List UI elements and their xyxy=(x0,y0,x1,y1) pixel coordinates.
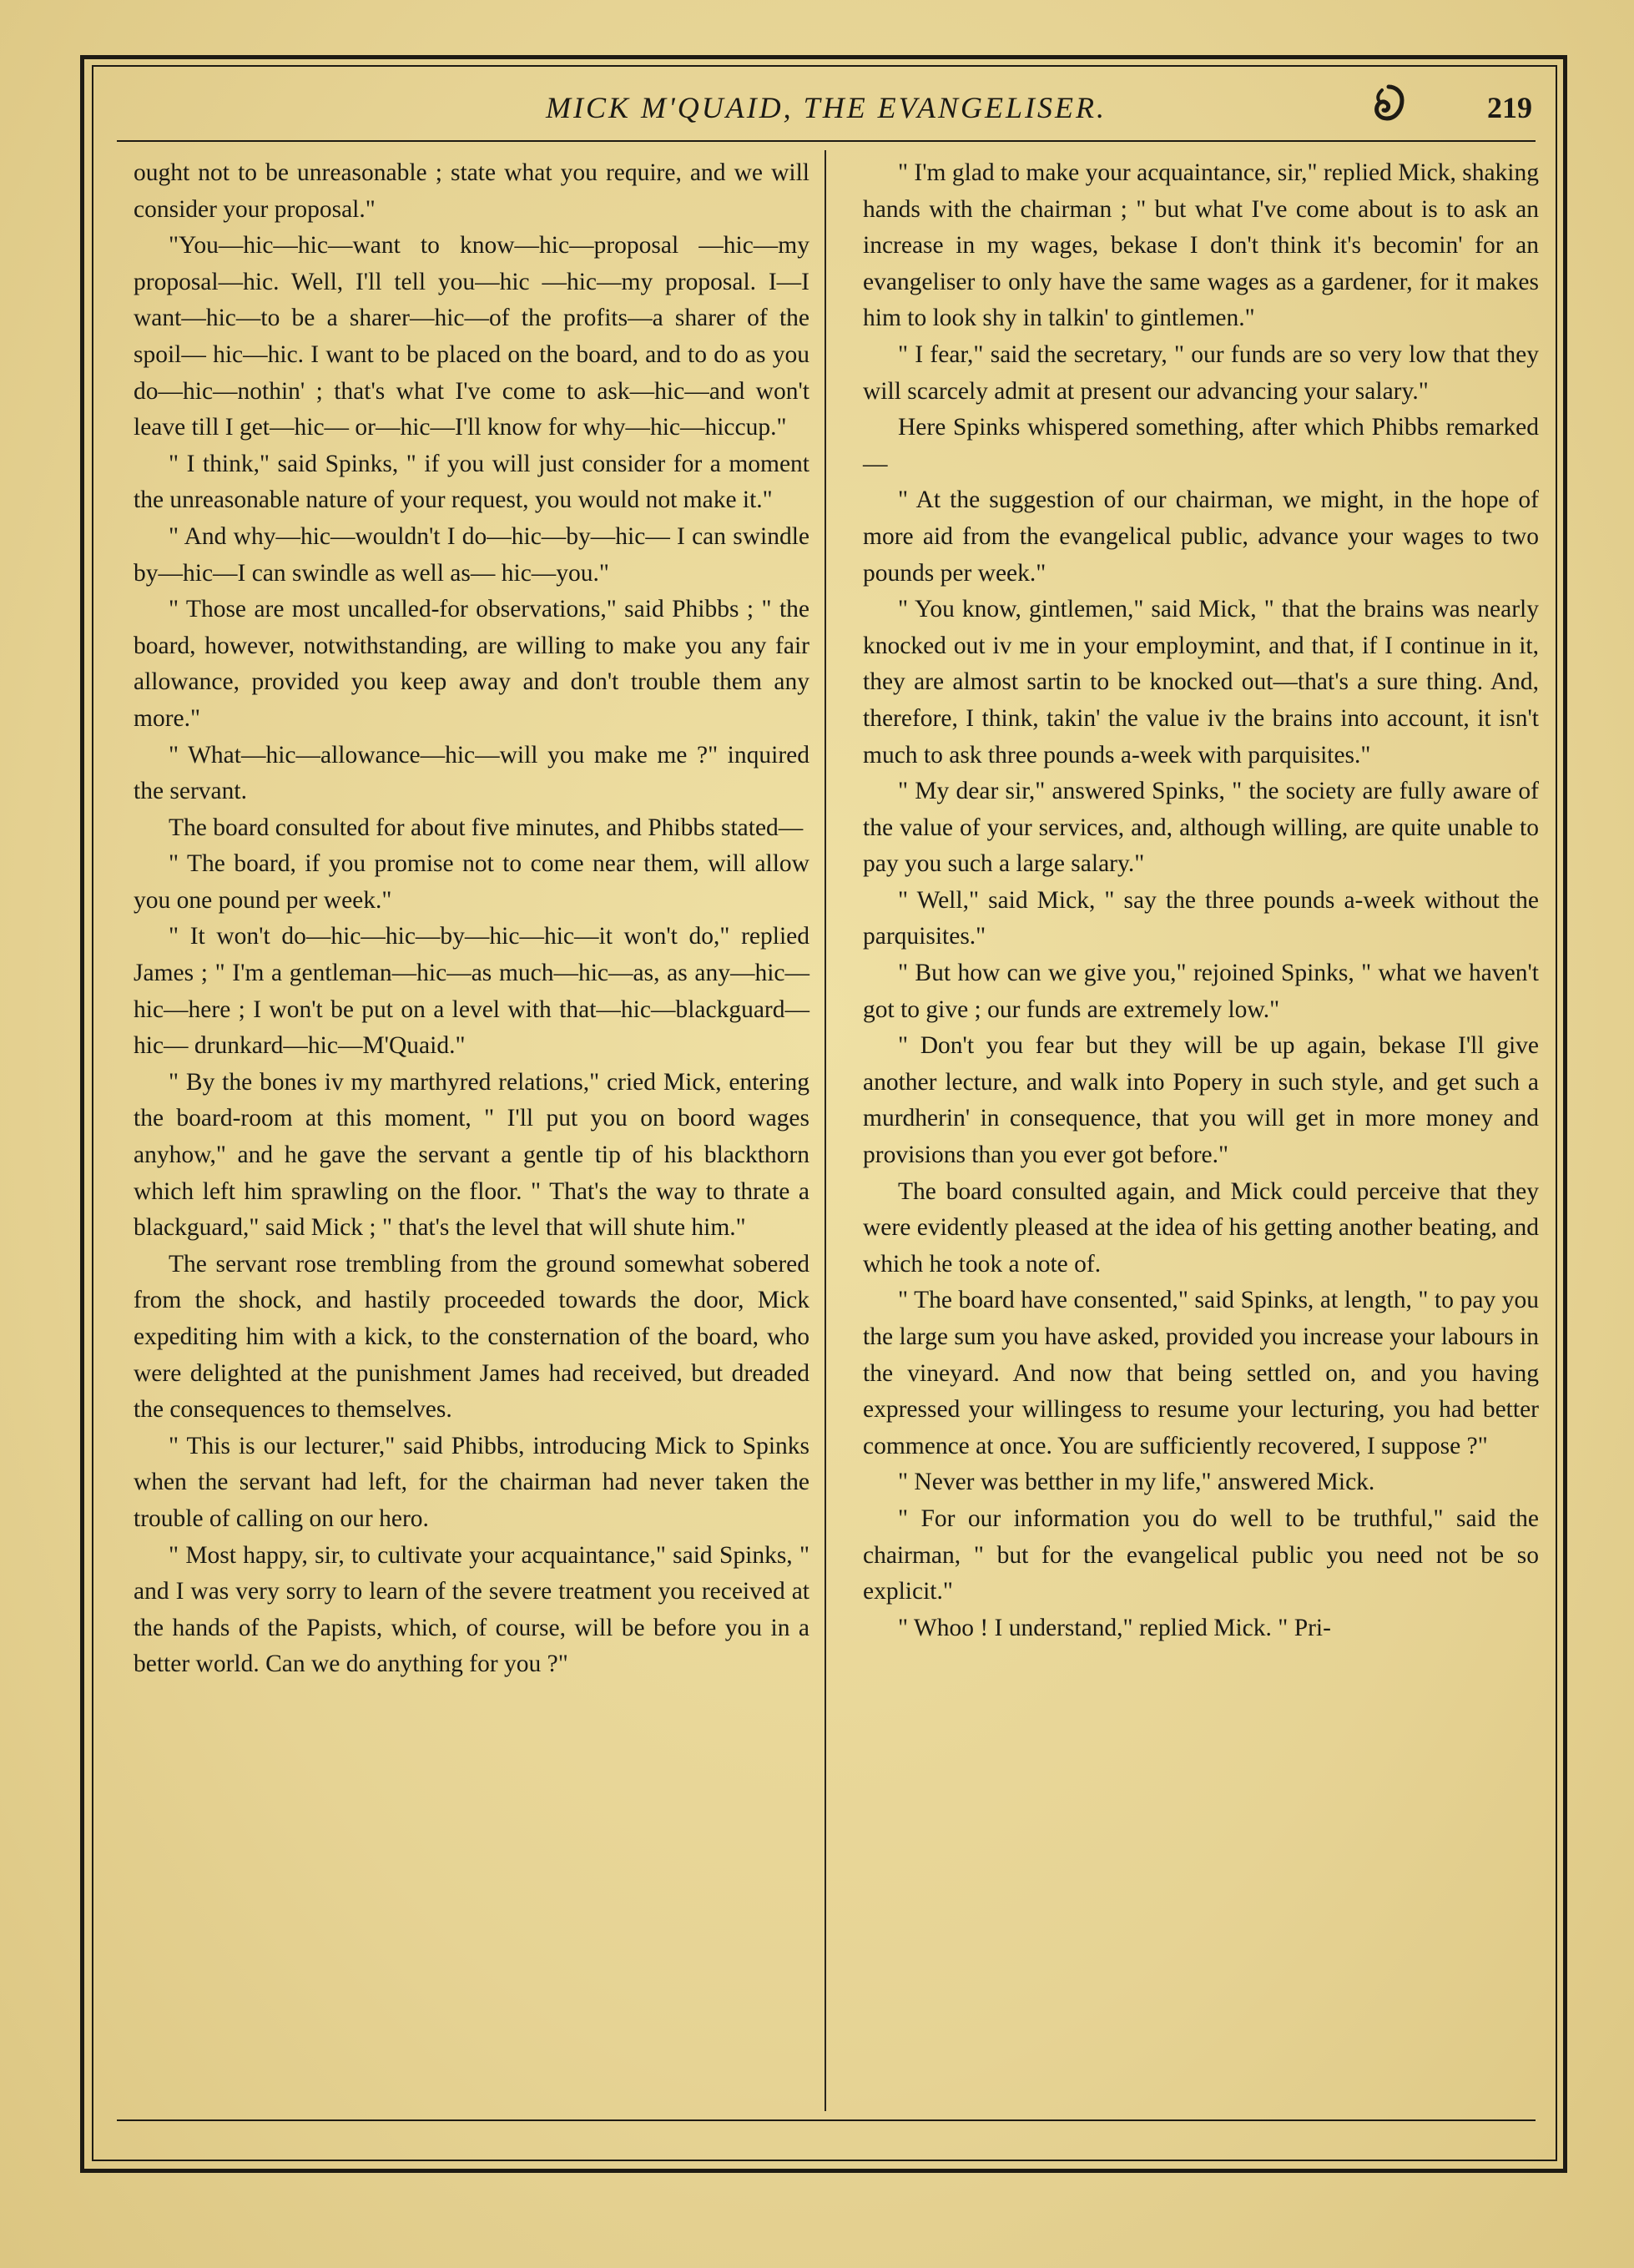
paragraph: " I'm glad to make your acquaintance, sir," replied Mick, shaking hands with the chairman ; " but what I've come about is to ask an increase in my wages, bekase I don't think it's becomin' for an evangeliser to only have the same wages as a gardener, for it makes him to look shy in talkin' to gintlemen." xyxy=(863,159,1539,332)
paragraph: " It won't do—hic—hic—by—hic—hic—it won't do," replied James ; " I'm a gentleman—hic—as much—hic—as, as any—hic— hic—here ; I won't be put on a level with that—hic—blackguard—hic— drunkard—hic—M'Quaid." xyxy=(134,923,809,1060)
paragraph: " The board, if you promise not to come near them, will allow you one pound per week." xyxy=(134,850,809,914)
right-column xyxy=(863,155,1539,1646)
paragraph: " Whoo ! I understand," replied Mick. " Pri- xyxy=(898,1614,1331,1641)
paragraph: " You know, gintlemen," said Mick, " that the brains was nearly knocked out iv me in your employmint, and that, if I continue in it, they are almost sartin to be knocked out—that's a sure thing. And, therefore, I think, takin' the value iv the brains into account, it isn't much to ask three pounds a-week with parquisites." xyxy=(863,596,1539,769)
paragraph: " Never was betther in my life," answered Mick. xyxy=(898,1469,1375,1496)
page-number: 219 xyxy=(1487,91,1532,124)
paragraph: " By the bones iv my marthyred relations," cried Mick, entering the board-room at this moment, " I'll put you on boord wages anyhow," and he gave the servant a gentle tip of his blackthorn which left him sprawling on the floor. " That's the way to thrate a blackguard," said Mick ; " that's the level that will shute him." xyxy=(134,1068,809,1242)
left-column xyxy=(134,155,809,1683)
paragraph: " What—hic—allowance—hic—will you make me ?" inquired the servant. xyxy=(134,741,809,805)
footer-rule xyxy=(117,2119,1536,2121)
paragraph: " At the suggestion of our chairman, we might, in the hope of more aid from the evangelical public, advance your wages to two pounds per week." xyxy=(863,486,1539,587)
paragraph: " Well," said Mick, " say the three pounds a-week without the parquisites." xyxy=(863,886,1539,950)
paragraph: The board consulted for about five minutes, and Phibbs stated— xyxy=(169,814,804,841)
column-divider xyxy=(825,150,826,2111)
paragraph: " My dear sir," answered Spinks, " the society are fully aware of the value of your services, and, although willing, are quite unable to pay you such a large salary." xyxy=(863,778,1539,878)
paragraph: "You—hic—hic—want to know—hic—proposal —hic—my proposal—hic. Well, I'll tell you—hic —hic—my proposal. I—I want—hic—to be a sharer—hic—of the profits—a sharer of the spoil— hic—hic. I want to be placed on the board, and to do as you do—hic—nothin' ; that's what I've come to ask—hic—and won't leave till I get—hic— or—hic—I'll know for why—hic—hiccup." xyxy=(134,232,809,441)
paragraph: " And why—hic—wouldn't I do—hic—by—hic— I can swindle by—hic—I can swindle as well as— hic—you." xyxy=(134,522,809,587)
paragraph: Here Spinks whispered something, after which Phibbs remarked— xyxy=(863,414,1539,477)
paragraph: " Those are most uncalled-for observations," said Phibbs ; " the board, however, notwithstanding, are willing to make you any fair allowance, provided you keep away and don't trouble them any more." xyxy=(134,596,809,732)
paragraph: " I fear," said the secretary, " our funds are so very low that they will scarcely admit at present our advancing your salary." xyxy=(863,340,1539,405)
paragraph: " Most happy, sir, to cultivate your acquaintance," said Spinks, " and I was very sorry to learn of the severe treatment you received at the hands of the Papists, which, of course, will be before you in a better world. Can we do anything for you ?" xyxy=(134,1541,809,1678)
paragraph: ought not to be unreasonable ; state what you require, and we will consider your proposal." xyxy=(134,159,809,223)
paragraph: " The board have consented," said Spinks, at length, " to pay you the large sum you have asked, provided you increase your labours in the vineyard. And now that being settled on, and you having expressed your willingess to resume your lecturing, you had better commence at once. You are sufficiently recovered, I suppose ?" xyxy=(863,1287,1539,1459)
paragraph: " Don't you fear but they will be up again, bekase I'll give another lecture, and walk into Popery in such style, and get such a murdherin' in consequence, that you will get in more money and provisions than you ever got before." xyxy=(863,1032,1539,1169)
paragraph: " For our information you do well to be truthful," said the chairman, " but for the evangelical public you need not be so explicit." xyxy=(863,1504,1539,1605)
paragraph: " But how can we give you," rejoined Spinks, " what we haven't got to give ; our funds are extremely low." xyxy=(863,960,1539,1023)
paragraph: " This is our lecturer," said Phibbs, introducing Mick to Spinks when the servant had left, for the chairman had never taken the trouble of calling on our hero. xyxy=(134,1432,809,1532)
header-rule xyxy=(117,140,1536,142)
paragraph: " I think," said Spinks, " if you will just consider for a moment the unreasonable nature of your request, you would not make it." xyxy=(134,450,809,514)
paragraph: The board consulted again, and Mick could perceive that they were evidently pleased at the idea of his getting another beating, and which he took a note of. xyxy=(863,1177,1539,1278)
printer-ornament-icon xyxy=(1370,83,1407,122)
paragraph: The servant rose trembling from the ground somewhat sobered from the shock, and hastily proceeded towards the door, Mick expediting him with a kick, to the consternation of the board, who were delighted at the punishment James had received, but dreaded the consequences to themselves. xyxy=(134,1250,809,1424)
page-header xyxy=(117,82,1536,140)
running-title: MICK M'QUAID, THE EVANGELISER. xyxy=(546,91,1107,124)
